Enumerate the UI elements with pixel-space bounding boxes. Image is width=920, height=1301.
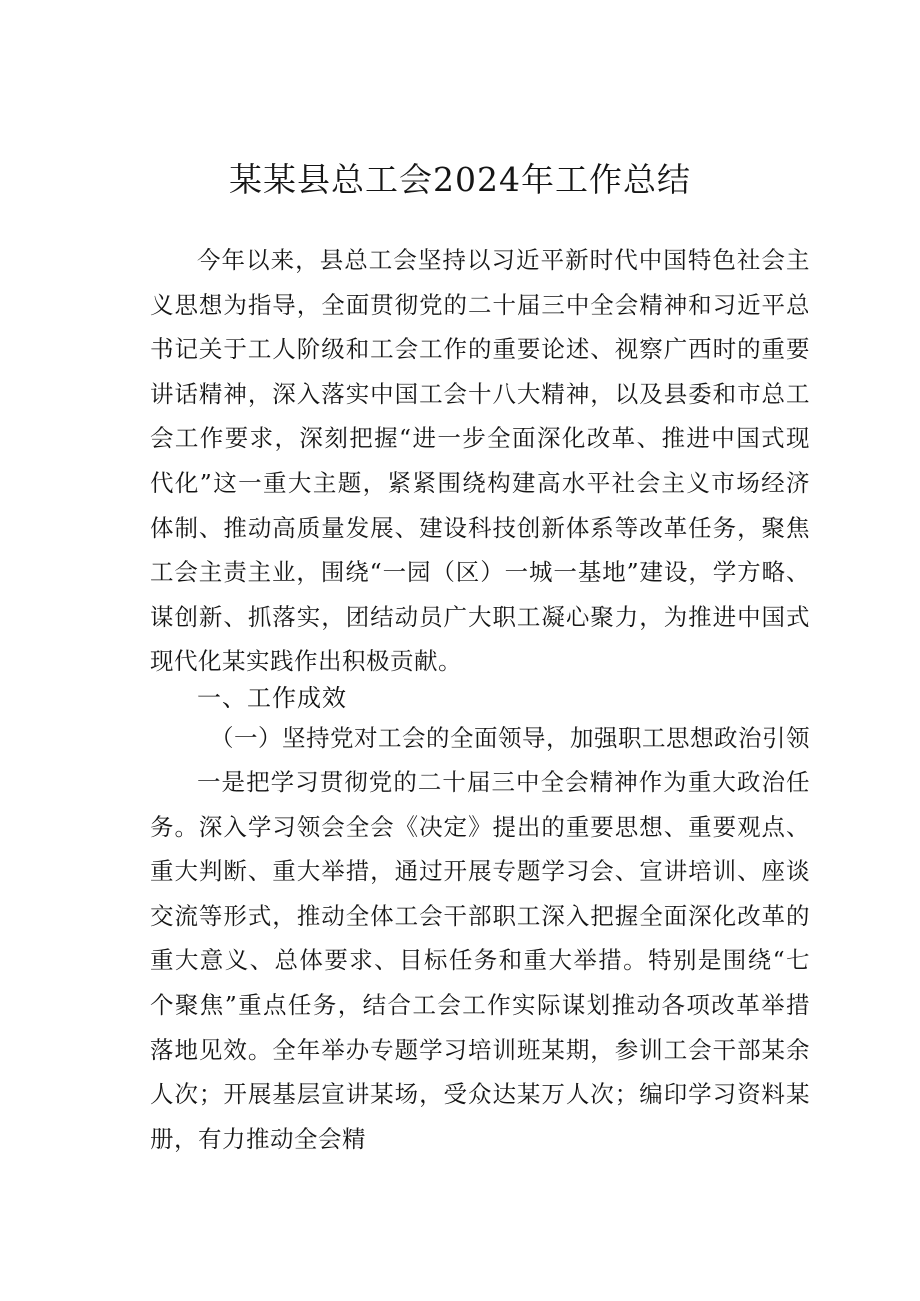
section-heading: 一、工作成效: [197, 684, 347, 712]
subsection-heading: （一）坚持党对工会的全面领导，加强职工思想政治引领: [210, 724, 810, 752]
body-paragraph: 一是把学习贯彻党的二十届三中全会精神作为重大政治任务。深入学习领会全会《决定》提出的重要思想、重要观点、重大判断、重大举措，通过开展专题学习会、宣讲培训、座谈交流等形式，推动全体工会干部职工深入把握全面深化改革的重大意义、总体要求、目标任务和重大举措。特别是围绕“七个聚焦”重点任务，结合工会工作实际谋划推动各项改革举措落地见效。全年举办专题学习培训班某期，参训工会干部某余人次；开展基层宣讲某场，受众达某万人次；编印学习资料某册，有力推动全会精: [150, 768, 810, 1153]
intro-paragraph: 今年以来，县总工会坚持以习近平新时代中国特色社会主义思想为指导，全面贯彻党的二十届三中全会精神和习近平总书记关于工人阶级和工会工作的重要论述、视察广西时的重要讲话精神，深入落实中国工会十八大精神，以及县委和市总工会工作要求，深刻把握“进一步全面深化改革、推进中国式现代化”这一重大主题，紧紧围绕构建高水平社会主义市场经济体制、推动高质量发展、建设科技创新体系等改革任务，聚焦工会主责主业，围绕“一园（区）一城一基地”建设，学方略、谋创新、抓落实，团结动员广大职工凝心聚力，为推进中国式现代化某实践作出积极贡献。: [150, 246, 810, 676]
document-title: 某某县总工会2024年工作总结: [229, 160, 691, 199]
